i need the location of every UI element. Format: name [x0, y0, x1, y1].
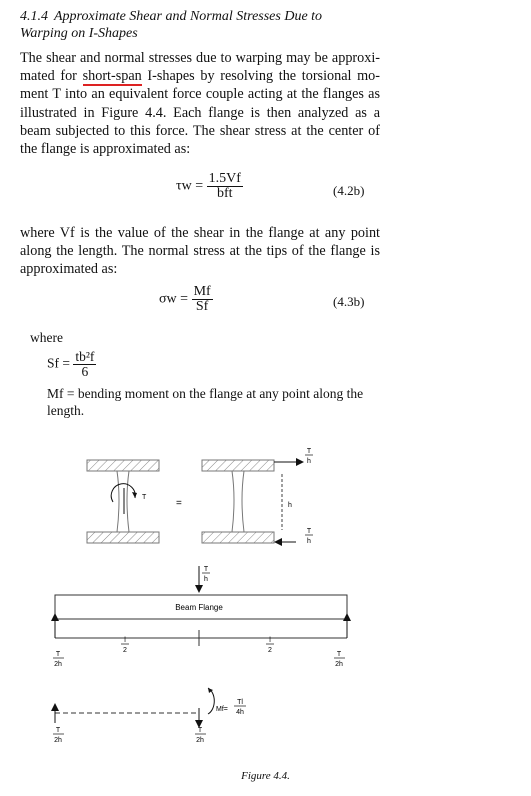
section-title-line2: Warping on I-Shapes	[20, 26, 138, 41]
equation-shear-lhs: τw =	[176, 178, 204, 194]
moment-num: Tl	[237, 699, 243, 706]
equation-number-4-3b: (4.3b)	[333, 294, 365, 309]
applied-load-label	[202, 566, 210, 583]
reaction-right-num: T	[336, 651, 342, 658]
half-beam-reaction-num: T	[55, 727, 61, 734]
definition-section-modulus-numerator: tb²f	[75, 349, 95, 364]
reaction-left-den: 2h	[54, 661, 62, 668]
equation-normal-fraction	[192, 285, 213, 314]
paragraph-intro-text-b: I-shapes by resolving the torsional mo-ment T into an equivalent force couple acting at the flanges as illustrated in Figure 4.4. Each flange is then analyzed as a beam subjected to this force. The shear stress at the center of the flange is approximated as:	[20, 68, 380, 158]
section-heading	[20, 8, 420, 42]
half-beam-shear-label	[195, 727, 206, 744]
definition-bending-moment: Mf = bending moment on the flange at any point along the length.	[47, 386, 364, 418]
flange-force-top-den: h	[307, 458, 311, 465]
figure-torsion-couple	[0, 440, 531, 770]
reaction-label-left	[53, 651, 64, 668]
flange-force-bottom-num: T	[306, 528, 312, 535]
half-beam-reaction-den: 2h	[54, 737, 62, 744]
i-section-right	[202, 460, 302, 543]
equation-normal-denominator: Sf	[195, 299, 209, 314]
highlighted-term: short-span	[82, 68, 142, 85]
half-span-right-num: l	[269, 637, 271, 644]
definition-section-modulus	[47, 350, 96, 379]
paragraph-intro	[20, 49, 380, 158]
equals-sign: =	[176, 498, 182, 509]
reaction-left-num: T	[55, 651, 61, 658]
flange-force-bottom-den: h	[307, 538, 311, 545]
applied-load-num: T	[203, 566, 209, 573]
section-number: 4.1.4	[20, 9, 48, 24]
half-span-label-left	[121, 637, 129, 654]
moment-label	[216, 699, 246, 716]
definition-section-modulus-lhs: Sf =	[47, 355, 70, 371]
equation-shear-denominator: bft	[217, 186, 233, 201]
flange-force-label-bottom	[305, 528, 313, 545]
reaction-right-den: 2h	[335, 661, 343, 668]
flange-force-label-top	[305, 448, 313, 465]
half-beam-shear-num: T	[197, 727, 203, 734]
moment-den: 4h	[236, 709, 244, 716]
definition-section-modulus-fraction	[73, 350, 96, 379]
half-beam-reaction-label	[53, 727, 64, 744]
moment-label-text: Mf=	[216, 706, 228, 713]
half-beam-shear-den: 2h	[196, 737, 204, 744]
equation-number-4-2b: (4.2b)	[333, 183, 365, 198]
paragraph-intro-text-a: The shear and normal stresses due to warping may be approxi-mated for	[20, 50, 380, 85]
figure-caption: Figure 4.4.	[241, 770, 290, 782]
torque-label: T	[142, 494, 147, 501]
where-label: where	[30, 330, 63, 345]
definition-section-modulus-denominator: 6	[81, 364, 89, 379]
half-span-right-den: 2	[268, 647, 272, 654]
paragraph-flange-shear: where Vf is the value of the shear in the flange at any point along the length. The normal stress at the tips of the flange is approximated as:	[20, 225, 380, 278]
equation-shear-fraction	[207, 172, 243, 201]
equation-normal-numerator: Mf	[193, 284, 211, 299]
half-span-left-num: l	[124, 637, 126, 644]
equation-normal-lhs: σw =	[159, 291, 189, 307]
beam-flange-label: Beam Flange	[175, 603, 223, 612]
section-title-line1: Approximate Shear and Normal Stresses Due to	[54, 9, 323, 24]
depth-label: h	[288, 502, 292, 509]
equation-shear	[176, 172, 243, 201]
flange-force-top-num: T	[306, 448, 312, 455]
i-section-left	[87, 460, 159, 543]
half-span-left-den: 2	[123, 647, 127, 654]
reaction-label-right	[334, 651, 345, 668]
half-span-label-right	[266, 637, 274, 654]
applied-load-den: h	[204, 576, 208, 583]
equation-normal	[159, 285, 213, 314]
equation-shear-numerator: 1.5Vf	[208, 171, 241, 186]
